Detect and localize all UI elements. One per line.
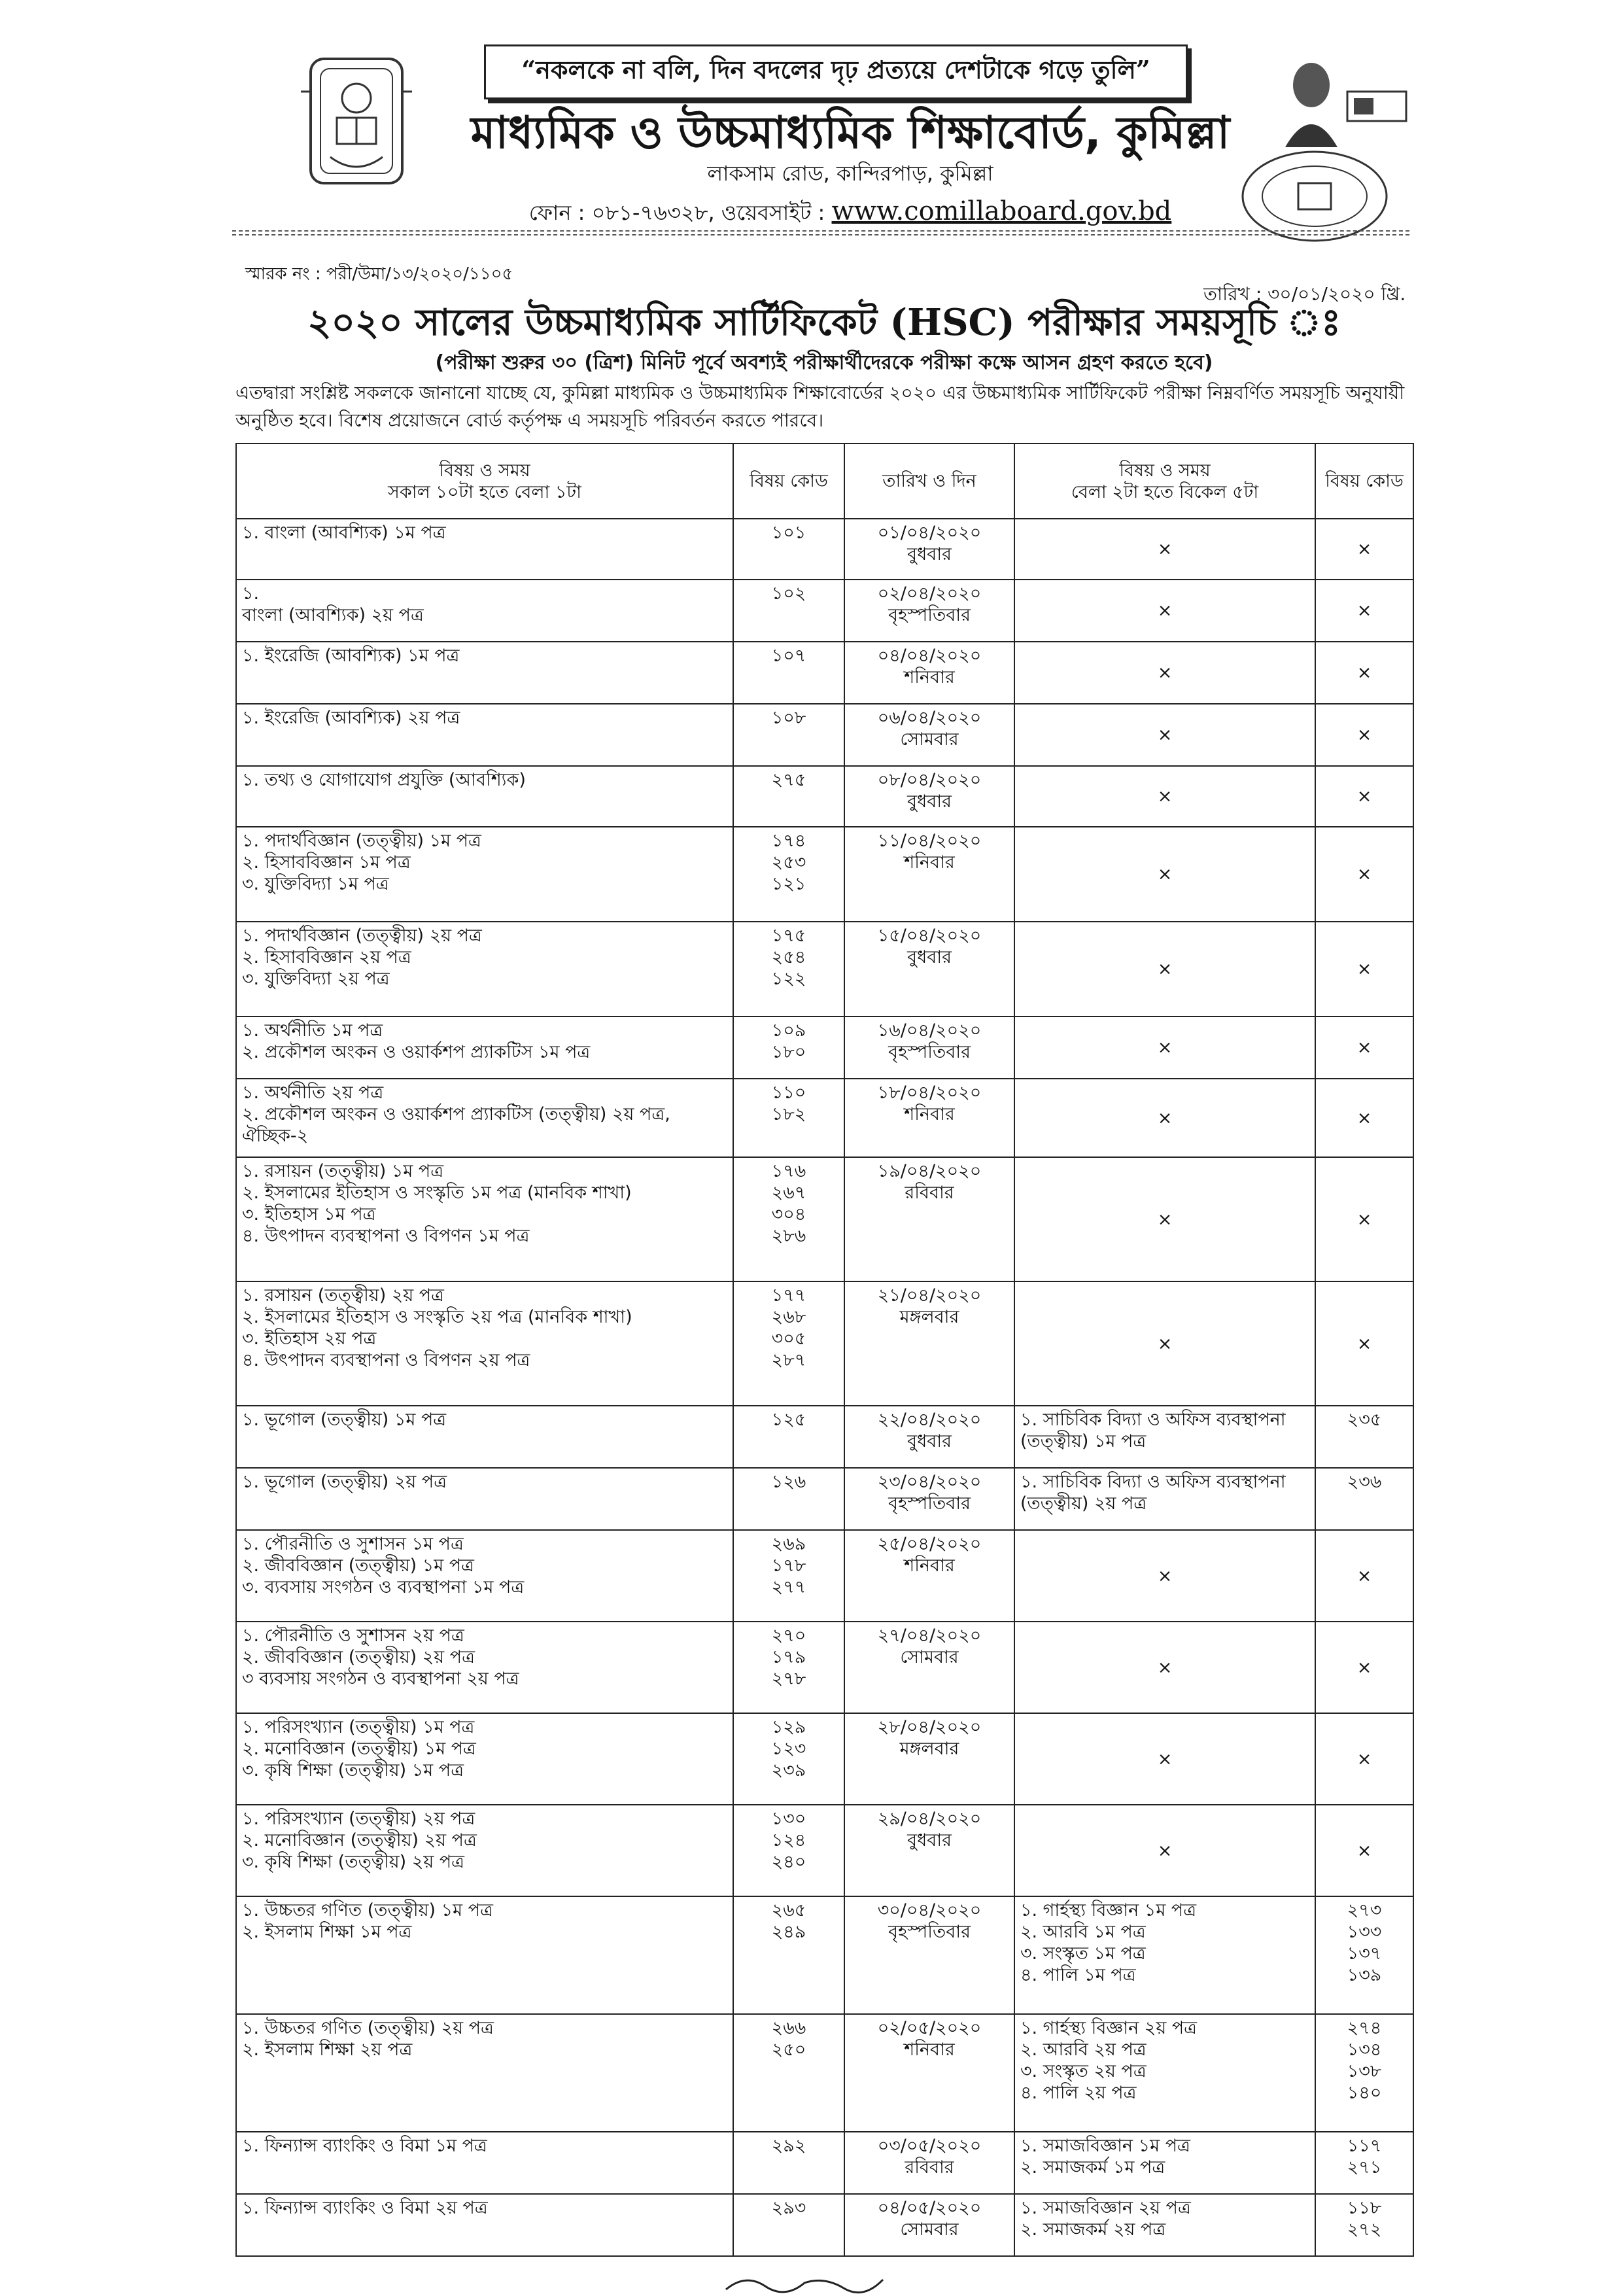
website-link[interactable]: www.comillaboard.gov.bd: [831, 196, 1172, 226]
header-afternoon-subject: বিষয় ও সময় বেলা ২টা হতে বিকেল ৫টা: [1014, 444, 1315, 519]
date-day-cell: ০৩/০৫/২০২০ রবিবার: [844, 2132, 1014, 2194]
morning-subject-cell: ১. ভূগোল (তত্ত্বীয়) ১ম পত্র: [236, 1406, 733, 1468]
afternoon-subject-cell: ×: [1014, 642, 1315, 704]
morning-subject-cell: ১. ফিন্যান্স ব্যাংকিং ও বিমা ২য় পত্র: [236, 2194, 733, 2256]
afternoon-subject-cell: ১. সমাজবিজ্ঞান ২য় পত্র ২. সমাজকর্ম ২য় পত্র: [1014, 2194, 1315, 2256]
date-day-cell: ০৪/০৪/২০২০ শনিবার: [844, 642, 1014, 704]
morning-subject-cell: ১. রসায়ন (তত্ত্বীয়) ২য় পত্র ২. ইসলামের ইতিহাস ও সংস্কৃতি ২য় পত্র (মানবিক শাখা) ৩. ইতিহাস ২য় পত্র ৪. উৎপাদন ব্যবস্থাপনা ও বিপণন ২য় পত্র: [236, 1281, 733, 1406]
morning-subject-cell: ১. রসায়ন (তত্ত্বীয়) ১ম পত্র ২. ইসলামের ইতিহাস ও সংস্কৃতি ১ম পত্র (মানবিক শাখা) ৩. ইতিহাস ১ম পত্র ৪. উৎপাদন ব্যবস্থাপনা ও বিপণন ১ম পত্র: [236, 1157, 733, 1281]
date-day-cell: ৩০/০৪/২০২০ বৃহস্পতিবার: [844, 1896, 1014, 2014]
morning-code-cell: ২৯৩: [733, 2194, 844, 2256]
date-day-cell: ০২/০৪/২০২০ বৃহস্পতিবার: [844, 580, 1014, 642]
afternoon-subject-cell: ১. গার্হস্থ্য বিজ্ঞান ২য় পত্র ২. আরবি ২য় পত্র ৩. সংস্কৃত ২য় পত্র ৪. পালি ২য় পত্র: [1014, 2014, 1315, 2132]
morning-subject-cell: ১. উচ্চতর গণিত (তত্ত্বীয়) ২য় পত্র ২. ইসলাম শিক্ষা ২য় পত্র: [236, 2014, 733, 2132]
afternoon-code-cell: ×: [1315, 1530, 1413, 1622]
afternoon-code-cell: ×: [1315, 642, 1413, 704]
afternoon-code-cell: ×: [1315, 704, 1413, 766]
table-row: [236, 704, 1413, 766]
afternoon-code-cell: ×: [1315, 1281, 1413, 1406]
afternoon-subject-cell: ১. সাচিবিক বিদ্যা ও অফিস ব্যবস্থাপনা (তত্ত্বীয়) ২য় পত্র: [1014, 1468, 1315, 1530]
morning-code-cell: ২৬৬ ২৫০: [733, 2014, 844, 2132]
afternoon-code-cell: ১১৭ ২৭১: [1315, 2132, 1413, 2194]
portrait-image: [1272, 56, 1409, 147]
date-day-cell: ০১/০৪/২০২০ বুধবার: [844, 519, 1014, 580]
morning-subject-cell: ১. বাংলা (আবশ্যিক) ১ম পত্র: [236, 519, 733, 580]
afternoon-subject-cell: ১. সাচিবিক বিদ্যা ও অফিস ব্যবস্থাপনা (তত্ত্বীয়) ১ম পত্র: [1014, 1406, 1315, 1468]
afternoon-code-cell: ×: [1315, 922, 1413, 1017]
date-day-cell: ১৫/০৪/২০২০ বুধবার: [844, 922, 1014, 1017]
motto-banner: “নকলকে না বলি, দিন বদলের দৃঢ় প্রত্যয়ে দেশটাকে গড়ে তুলি”: [484, 44, 1188, 99]
morning-code-cell: ১৭৪ ২৫৩ ১২১: [733, 827, 844, 922]
afternoon-code-cell: ×: [1315, 580, 1413, 642]
morning-code-cell: ২৬৯ ১৭৮ ২৭৭: [733, 1530, 844, 1622]
date-day-cell: ২২/০৪/২০২০ বুধবার: [844, 1406, 1014, 1468]
contact-phone: ফোন : ০৮১-৭৬৩২৮, ওয়েবসাইট :: [528, 200, 832, 225]
date-day-cell: ২১/০৪/২০২০ মঙ্গলবার: [844, 1281, 1014, 1406]
morning-subject-cell: ১. ইংরেজি (আবশ্যিক) ১ম পত্র: [236, 642, 733, 704]
afternoon-subject-cell: ১. সমাজবিজ্ঞান ১ম পত্র ২. সমাজকর্ম ১ম পত্র: [1014, 2132, 1315, 2194]
header-divider-2: [232, 234, 1409, 235]
table-row: [236, 2194, 1413, 2256]
morning-code-cell: ২৯২: [733, 2132, 844, 2194]
table-row: [236, 1530, 1413, 1622]
afternoon-code-cell: ১১৮ ২৭২: [1315, 2194, 1413, 2256]
date-day-cell: ০৪/০৫/২০২০ সোমবার: [844, 2194, 1014, 2256]
table-row: [236, 1896, 1413, 2014]
header-date-day: তারিখ ও দিন: [844, 444, 1014, 519]
issue-date: তারিখ : ৩০/০১/২০২০ খ্রি.: [1203, 283, 1406, 305]
board-name-heading: মাধ্যমিক ও উচ্চমাধ্যমিক শিক্ষাবোর্ড, কুমিল্লা: [470, 107, 1230, 159]
morning-subject-cell: ১. পরিসংখ্যান (তত্ত্বীয়) ১ম পত্র ২. মনোবিজ্ঞান (তত্ত্বীয়) ১ম পত্র ৩. কৃষি শিক্ষা (তত্ত্বীয়) ১ম পত্র: [236, 1713, 733, 1805]
afternoon-subject-cell: ×: [1014, 1713, 1315, 1805]
morning-code-cell: ১৭৬ ২৬৭ ৩০৪ ২৮৬: [733, 1157, 844, 1281]
afternoon-code-cell: ×: [1315, 519, 1413, 580]
table-row: [236, 1468, 1413, 1530]
afternoon-code-cell: ×: [1315, 1713, 1413, 1805]
morning-code-cell: ১১০ ১৮২: [733, 1079, 844, 1157]
table-row: [236, 827, 1413, 922]
table-row: [236, 1017, 1413, 1079]
morning-code-cell: ২৬৫ ২৪৯: [733, 1896, 844, 2014]
date-day-cell: ০৬/০৪/২০২০ সোমবার: [844, 704, 1014, 766]
morning-subject-cell: ১. উচ্চতর গণিত (তত্ত্বীয়) ১ম পত্র ২. ইসলাম শিক্ষা ১ম পত্র: [236, 1896, 733, 2014]
afternoon-subject-cell: ×: [1014, 1157, 1315, 1281]
header-divider: [232, 230, 1409, 232]
afternoon-subject-cell: ×: [1014, 827, 1315, 922]
signature-mark: [719, 2270, 889, 2296]
header-morning-subject: বিষয় ও সময় সকাল ১০টা হতে বেলা ১টা: [236, 444, 733, 519]
table-header-row: [236, 444, 1413, 519]
afternoon-code-cell: ×: [1315, 1157, 1413, 1281]
morning-subject-cell: ১. পরিসংখ্যান (তত্ত্বীয়) ২য় পত্র ২. মনোবিজ্ঞান (তত্ত্বীয়) ২য় পত্র ৩. কৃষি শিক্ষা (তত্ত্বীয়) ২য় পত্র: [236, 1805, 733, 1896]
afternoon-subject-cell: ×: [1014, 922, 1315, 1017]
table-row: [236, 580, 1413, 642]
memo-number: স্মারক নং : পরী/উমা/১৩/২০২০/১১০৫: [245, 264, 513, 284]
afternoon-code-cell: ২৭৪ ১৩৪ ১৩৮ ১৪০: [1315, 2014, 1413, 2132]
morning-subject-cell: ১. বাংলা (আবশ্যিক) ২য় পত্র: [236, 580, 733, 642]
afternoon-code-cell: ×: [1315, 1622, 1413, 1713]
date-day-cell: ১৯/০৪/২০২০ রবিবার: [844, 1157, 1014, 1281]
afternoon-subject-cell: ×: [1014, 580, 1315, 642]
morning-code-cell: ১২৯ ১২৩ ২৩৯: [733, 1713, 844, 1805]
morning-subject-cell: ১. অর্থনীতি ২য় পত্র ২. প্রকৌশল অংকন ও ওয়ার্কশপ প্র্যাকটিস (তত্ত্বীয়) ২য় পত্র, ঐচ্ছিক-২: [236, 1079, 733, 1157]
date-day-cell: ১৮/০৪/২০২০ শনিবার: [844, 1079, 1014, 1157]
table-row: [236, 1157, 1413, 1281]
afternoon-subject-cell: ×: [1014, 1281, 1315, 1406]
header-code-2: বিষয় কোড: [1315, 444, 1413, 519]
date-day-cell: ২৭/০৪/২০২০ সোমবার: [844, 1622, 1014, 1713]
table-row: [236, 1406, 1413, 1468]
table-row: [236, 1281, 1413, 1406]
schedule-body: [236, 519, 1413, 2256]
document-subtitle: (পরীক্ষা শুরুর ৩০ (ত্রিশ) মিনিট পূর্বে অবশ্যই পরীক্ষার্থীদেরকে পরীক্ষা কক্ষে আসন গ্রহণ করতে হবে): [435, 351, 1213, 374]
afternoon-code-cell: ×: [1315, 1017, 1413, 1079]
morning-code-cell: ১০৭: [733, 642, 844, 704]
afternoon-subject-cell: ×: [1014, 519, 1315, 580]
morning-subject-cell: ১. পৌরনীতি ও সুশাসন ২য় পত্র ২. জীববিজ্ঞান (তত্ত্বীয়) ২য় পত্র ৩ ব্যবসায় সংগঠন ও ব্যবস্থাপনা ২য় পত্র: [236, 1622, 733, 1713]
morning-subject-cell: ১. ইংরেজি (আবশ্যিক) ২য় পত্র: [236, 704, 733, 766]
table-row: [236, 1805, 1413, 1896]
morning-code-cell: ১৩০ ১২৪ ২৪০: [733, 1805, 844, 1896]
table-row: [236, 1713, 1413, 1805]
morning-code-cell: ১০২: [733, 580, 844, 642]
date-day-cell: ২৮/০৪/২০২০ মঙ্গলবার: [844, 1713, 1014, 1805]
table-row: [236, 922, 1413, 1017]
morning-code-cell: ২৭০ ১৭৯ ২৭৮: [733, 1622, 844, 1713]
afternoon-subject-cell: ×: [1014, 1805, 1315, 1896]
afternoon-subject-cell: ×: [1014, 766, 1315, 827]
morning-subject-cell: ১. ভূগোল (তত্ত্বীয়) ২য় পত্র: [236, 1468, 733, 1530]
board-address: লাকসাম রোড, কান্দিরপাড়, কুমিল্লা: [707, 161, 993, 186]
morning-code-cell: ১৭৫ ২৫৪ ১২২: [733, 922, 844, 1017]
document-title: ২০২০ সালের উচ্চমাধ্যমিক সার্টিফিকেট (HSC) পরীক্ষার সময়সূচি ঃ: [307, 301, 1341, 344]
afternoon-code-cell: ২৩৬: [1315, 1468, 1413, 1530]
board-contact: [458, 196, 1243, 232]
afternoon-code-cell: ×: [1315, 1805, 1413, 1896]
date-day-cell: ০২/০৫/২০২০ শনিবার: [844, 2014, 1014, 2132]
date-day-cell: ১৬/০৪/২০২০ বৃহস্পতিবার: [844, 1017, 1014, 1079]
table-row: [236, 2014, 1413, 2132]
morning-subject-cell: ১. পদার্থবিজ্ঞান (তত্ত্বীয়) ২য় পত্র ২. হিসাববিজ্ঞান ২য় পত্র ৩. যুক্তিবিদ্যা ২য় পত্র: [236, 922, 733, 1017]
table-row: [236, 519, 1413, 580]
afternoon-code-cell: ×: [1315, 827, 1413, 922]
morning-code-cell: ১০৮: [733, 704, 844, 766]
exam-schedule-table: [235, 443, 1414, 2257]
date-day-cell: ২৫/০৪/২০২০ শনিবার: [844, 1530, 1014, 1622]
afternoon-subject-cell: ×: [1014, 704, 1315, 766]
morning-code-cell: ১৭৭ ২৬৮ ৩০৫ ২৮৭: [733, 1281, 844, 1406]
afternoon-code-cell: ২৭৩ ১৩৩ ১৩৭ ১৩৯: [1315, 1896, 1413, 2014]
notice-paragraph: এতদ্বারা সংশ্লিষ্ট সকলকে জানানো যাচ্ছে যে, কুমিল্লা মাধ্যমিক ও উচ্চমাধ্যমিক শিক্ষাবোর্ডের ২০২০ এর উচ্চমাধ্যমিক সার্টিফিকেট পরীক্ষা নিম্নবর্ণিত সময়সূচি অনুযায়ী অনুষ্ঠিত হবে। বিশেষ প্রয়োজনে বোর্ড কর্তৃপক্ষ এ সময়সূচি পরিবর্তন করতে পারবে।: [235, 382, 1405, 431]
table-row: [236, 642, 1413, 704]
header-code: বিষয় কোড: [733, 444, 844, 519]
afternoon-code-cell: ২৩৫: [1315, 1406, 1413, 1468]
morning-subject-cell: ১. পদার্থবিজ্ঞান (তত্ত্বীয়) ১ম পত্র ২. হিসাববিজ্ঞান ১ম পত্র ৩. যুক্তিবিদ্যা ১ম পত্র: [236, 827, 733, 922]
morning-subject-cell: ১. ফিন্যান্স ব্যাংকিং ও বিমা ১ম পত্র: [236, 2132, 733, 2194]
date-day-cell: ১১/০৪/২০২০ শনিবার: [844, 827, 1014, 922]
table-row: [236, 766, 1413, 827]
date-day-cell: ০৮/০৪/২০২০ বুধবার: [844, 766, 1014, 827]
afternoon-subject-cell: ×: [1014, 1530, 1315, 1622]
afternoon-code-cell: ×: [1315, 1079, 1413, 1157]
table-row: [236, 1079, 1413, 1157]
morning-code-cell: ২৭৫: [733, 766, 844, 827]
afternoon-subject-cell: ×: [1014, 1622, 1315, 1713]
table-row: [236, 2132, 1413, 2194]
afternoon-subject-cell: ×: [1014, 1017, 1315, 1079]
afternoon-subject-cell: ১. গার্হস্থ্য বিজ্ঞান ১ম পত্র ২. আরবি ১ম পত্র ৩. সংস্কৃত ১ম পত্র ৪. পালি ১ম পত্র: [1014, 1896, 1315, 2014]
table-row: [236, 1622, 1413, 1713]
date-day-cell: ২৯/০৪/২০২০ বুধবার: [844, 1805, 1014, 1896]
afternoon-code-cell: ×: [1315, 766, 1413, 827]
board-emblem-logo: [291, 52, 422, 190]
morning-subject-cell: ১. তথ্য ও যোগাযোগ প্রযুক্তি (আবশ্যিক): [236, 766, 733, 827]
morning-subject-cell: ১. পৌরনীতি ও সুশাসন ১ম পত্র ২. জীববিজ্ঞান (তত্ত্বীয়) ১ম পত্র ৩. ব্যবসায় সংগঠন ও ব্যবস্থাপনা ১ম পত্র: [236, 1530, 733, 1622]
morning-code-cell: ১২৫: [733, 1406, 844, 1468]
morning-code-cell: ১০১: [733, 519, 844, 580]
morning-code-cell: ১২৬: [733, 1468, 844, 1530]
afternoon-subject-cell: ×: [1014, 1079, 1315, 1157]
morning-code-cell: ১০৯ ১৮০: [733, 1017, 844, 1079]
date-day-cell: ২৩/০৪/২০২০ বৃহস্পতিবার: [844, 1468, 1014, 1530]
morning-subject-cell: ১. অর্থনীতি ১ম পত্র ২. প্রকৌশল অংকন ও ওয়ার্কশপ প্র্যাকটিস ১ম পত্র: [236, 1017, 733, 1079]
